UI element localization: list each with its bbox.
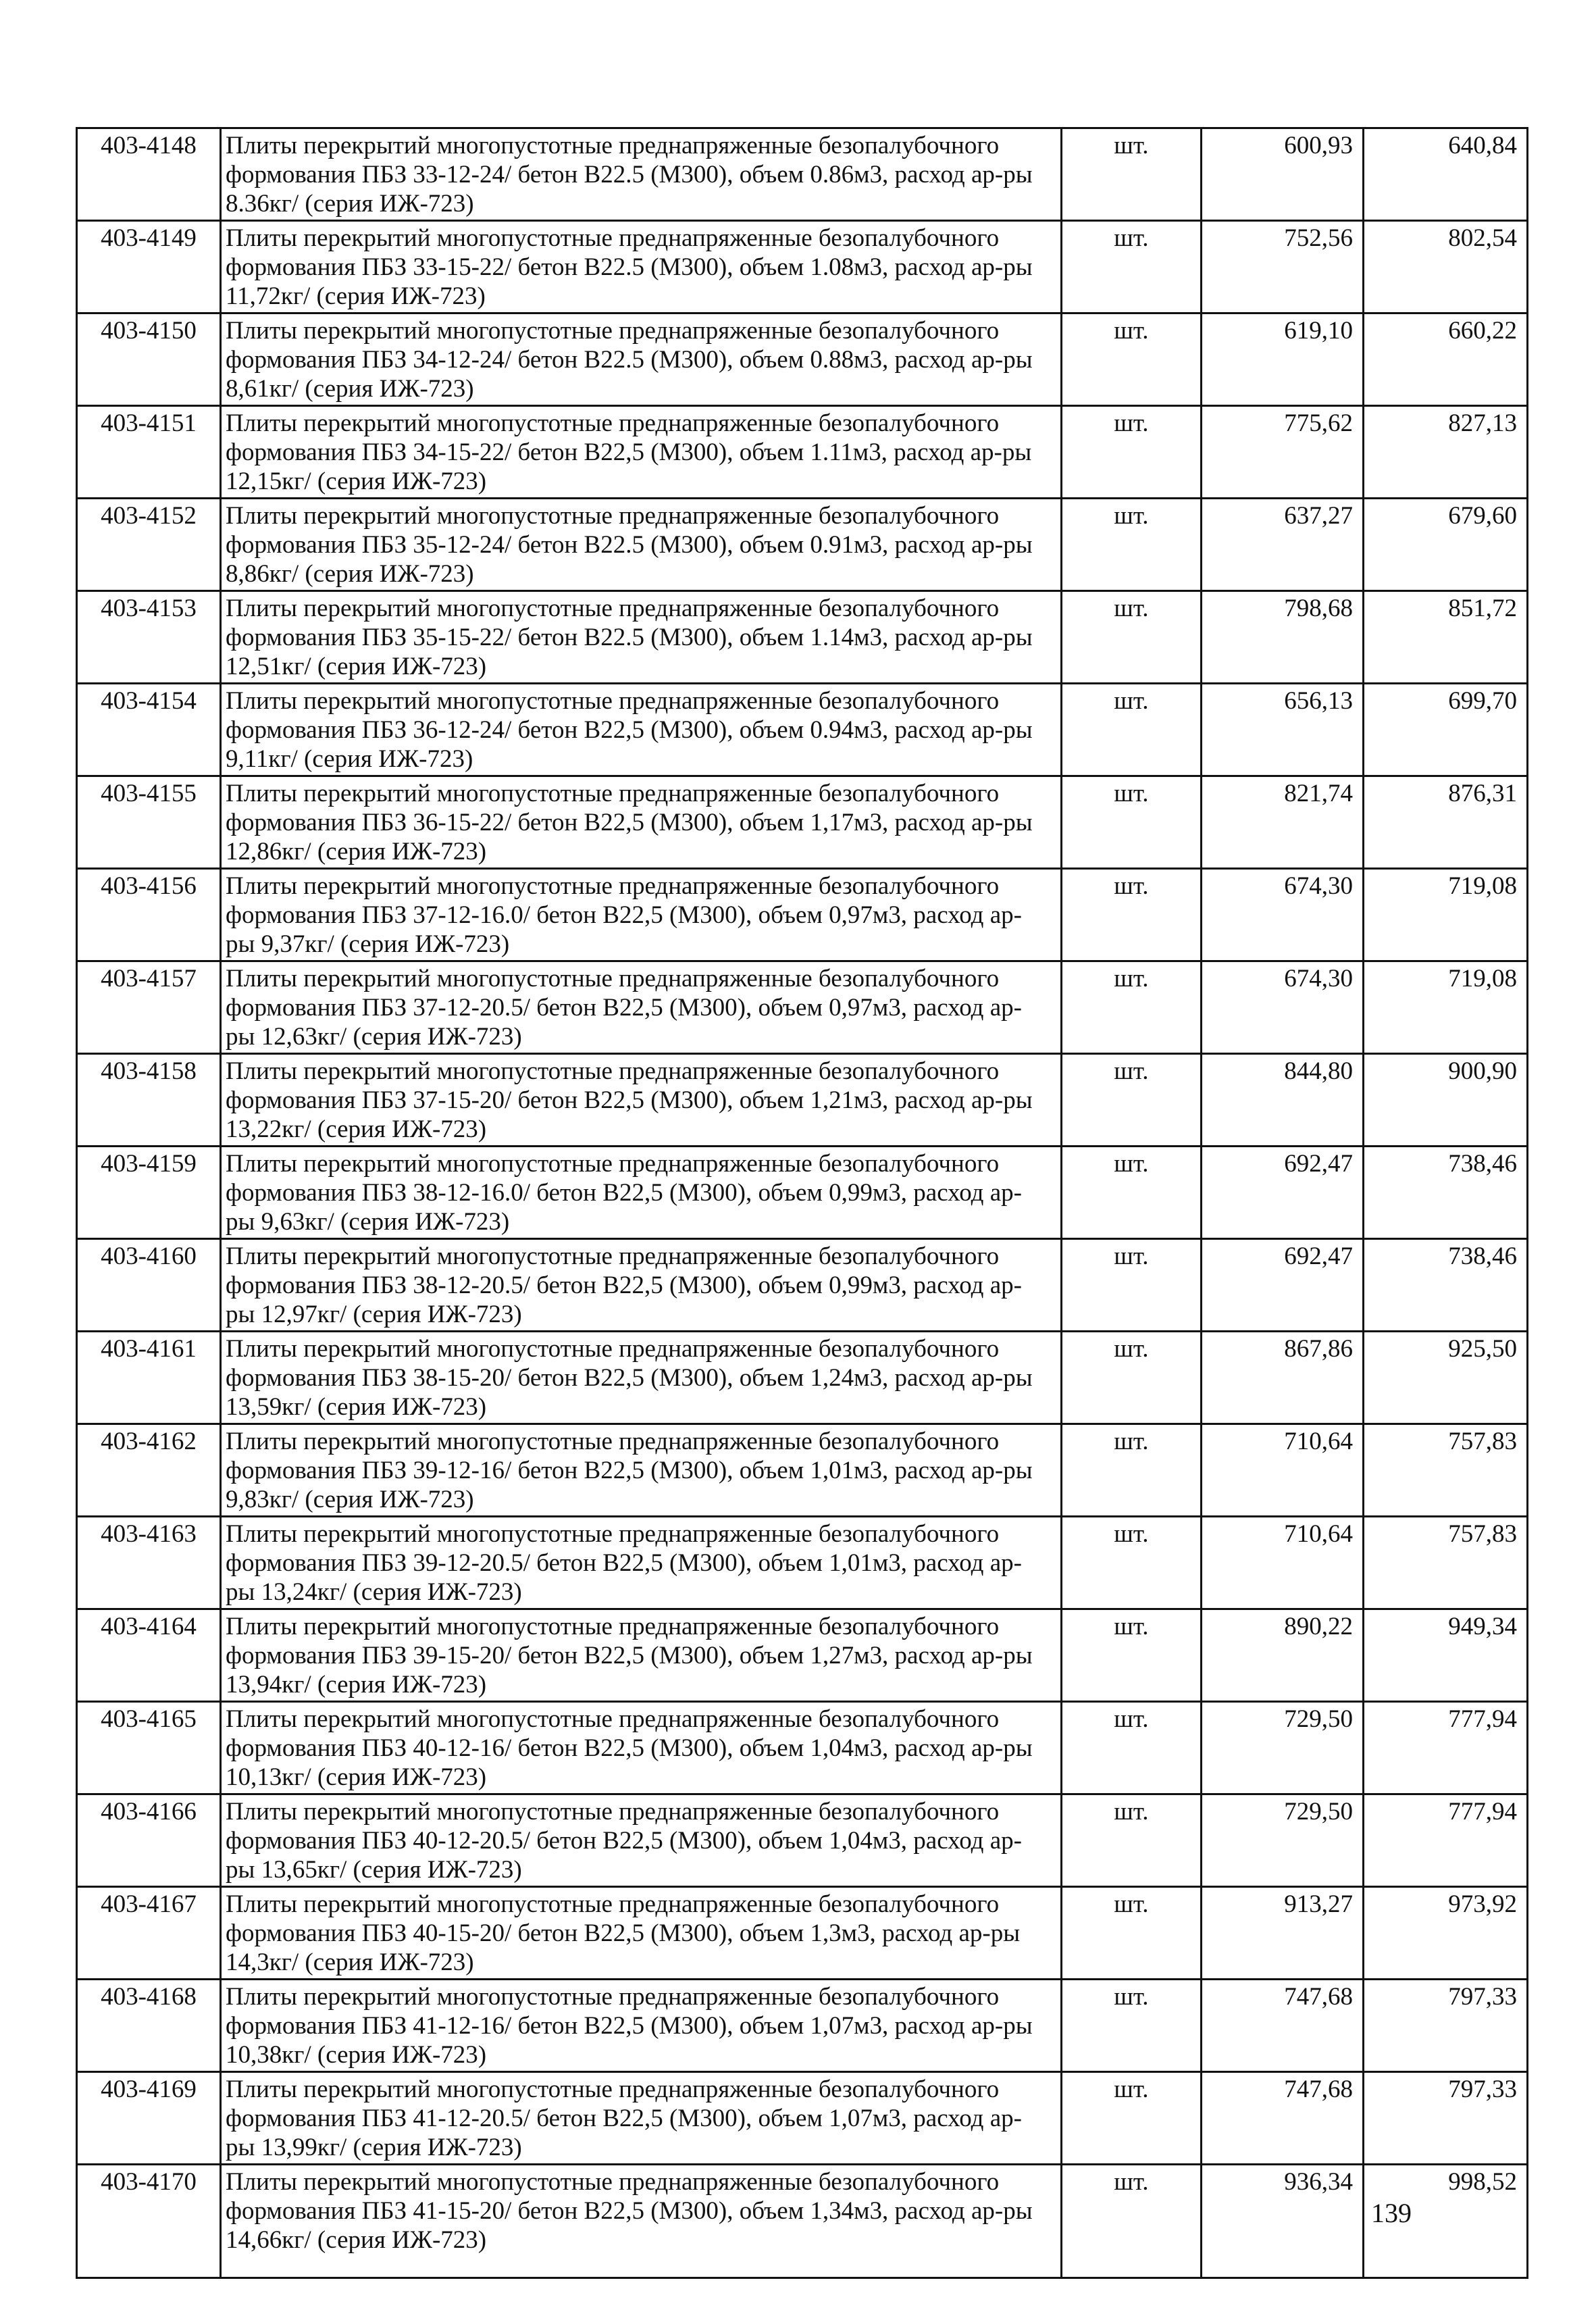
table-row	[77, 499, 1528, 591]
item-description: Плиты перекрытий многопустотные преднапряженные безопалубочного формования ПБЗ 39-12-16/ бетон B22,5 (M300), объем 1,01м3, расход ар-ры 9,83кг/ (серия ИЖ-723)	[221, 1424, 1062, 1517]
item-code: 403-4159	[77, 1147, 221, 1239]
item-description: Плиты перекрытий многопустотные преднапряженные безопалубочного формования ПБЗ 36-12-24/ бетон B22,5 (M300), объем 0.94м3, расход ар-ры 9,11кг/ (серия ИЖ-723)	[221, 684, 1062, 776]
item-description: Плиты перекрытий многопустотные преднапряженные безопалубочного формования ПБЗ 35-12-24/ бетон B22.5 (M300), объем 0.91м3, расход ар-ры 8,86кг/ (серия ИЖ-723)	[221, 499, 1062, 591]
item-description: Плиты перекрытий многопустотные преднапряженные безопалубочного формования ПБЗ 33-15-22/ бетон B22.5 (M300), объем 1.08м3, расход ар-ры 11,72кг/ (серия ИЖ-723)	[221, 221, 1062, 313]
item-unit: шт.	[1062, 1609, 1202, 1702]
item-description: Плиты перекрытий многопустотные преднапряженные безопалубочного формования ПБЗ 36-15-22/ бетон B22,5 (M300), объем 1,17м3, расход ар-ры 12,86кг/ (серия ИЖ-723)	[221, 776, 1062, 869]
item-price-2: 851,72	[1364, 591, 1528, 684]
item-unit: шт.	[1062, 1424, 1202, 1517]
table-row	[77, 776, 1528, 869]
item-price-2: 802,54	[1364, 221, 1528, 313]
item-code: 403-4164	[77, 1609, 221, 1702]
table-row	[77, 1517, 1528, 1609]
item-description: Плиты перекрытий многопустотные преднапряженные безопалубочного формования ПБЗ 34-15-22/ бетон B22,5 (M300), объем 1.11м3, расход ар-ры 12,15кг/ (серия ИЖ-723)	[221, 406, 1062, 499]
item-unit: шт.	[1062, 221, 1202, 313]
item-price-2: 757,83	[1364, 1517, 1528, 1609]
item-code: 403-4158	[77, 1054, 221, 1147]
table-row	[77, 1147, 1528, 1239]
item-price-2: 949,34	[1364, 1609, 1528, 1702]
table-row	[77, 1332, 1528, 1424]
item-code: 403-4150	[77, 313, 221, 406]
item-price-2: 738,46	[1364, 1147, 1528, 1239]
item-unit: шт.	[1062, 1887, 1202, 1980]
item-unit: шт.	[1062, 2072, 1202, 2165]
item-price-2: 998,52	[1364, 2165, 1528, 2278]
item-description: Плиты перекрытий многопустотные преднапряженные безопалубочного формования ПБЗ 41-12-16/ бетон B22,5 (M300), объем 1,07м3, расход ар-ры 10,38кг/ (серия ИЖ-723)	[221, 1980, 1062, 2072]
item-price-1: 674,30	[1202, 869, 1364, 961]
item-description: Плиты перекрытий многопустотные преднапряженные безопалубочного формования ПБЗ 39-12-20.5/ бетон B22,5 (M300), объем 1,01м3, расход ар-ры 13,24кг/ (серия ИЖ-723)	[221, 1517, 1062, 1609]
item-price-2: 900,90	[1364, 1054, 1528, 1147]
item-code: 403-4167	[77, 1887, 221, 1980]
item-unit: шт.	[1062, 1702, 1202, 1794]
item-unit: шт.	[1062, 591, 1202, 684]
item-description: Плиты перекрытий многопустотные преднапряженные безопалубочного формования ПБЗ 38-12-16.0/ бетон B22,5 (M300), объем 0,99м3, расход ар-ры 9,63кг/ (серия ИЖ-723)	[221, 1147, 1062, 1239]
item-price-1: 747,68	[1202, 1980, 1364, 2072]
item-code: 403-4165	[77, 1702, 221, 1794]
item-unit: шт.	[1062, 1239, 1202, 1332]
item-description: Плиты перекрытий многопустотные преднапряженные безопалубочного формования ПБЗ 37-12-20.5/ бетон B22,5 (M300), объем 0,97м3, расход ар-ры 12,63кг/ (серия ИЖ-723)	[221, 961, 1062, 1054]
item-unit: шт.	[1062, 128, 1202, 221]
table-body	[77, 128, 1528, 2278]
item-description: Плиты перекрытий многопустотные преднапряженные безопалубочного формования ПБЗ 41-12-20.5/ бетон B22,5 (M300), объем 1,07м3, расход ар-ры 13,99кг/ (серия ИЖ-723)	[221, 2072, 1062, 2165]
item-price-2: 738,46	[1364, 1239, 1528, 1332]
item-code: 403-4166	[77, 1794, 221, 1887]
table-row	[77, 406, 1528, 499]
table-row	[77, 869, 1528, 961]
table-row	[77, 128, 1528, 221]
table-row	[77, 1980, 1528, 2072]
item-description: Плиты перекрытий многопустотные преднапряженные безопалубочного формования ПБЗ 38-15-20/ бетон B22,5 (M300), объем 1,24м3, расход ар-ры 13,59кг/ (серия ИЖ-723)	[221, 1332, 1062, 1424]
item-price-2: 777,94	[1364, 1702, 1528, 1794]
item-price-2: 679,60	[1364, 499, 1528, 591]
item-unit: шт.	[1062, 1332, 1202, 1424]
item-unit: шт.	[1062, 1980, 1202, 2072]
item-unit: шт.	[1062, 499, 1202, 591]
item-price-2: 925,50	[1364, 1332, 1528, 1424]
item-code: 403-4163	[77, 1517, 221, 1609]
item-code: 403-4149	[77, 221, 221, 313]
table-row	[77, 1794, 1528, 1887]
item-price-1: 710,64	[1202, 1424, 1364, 1517]
item-price-1: 729,50	[1202, 1702, 1364, 1794]
item-price-2: 640,84	[1364, 128, 1528, 221]
item-code: 403-4168	[77, 1980, 221, 2072]
item-price-2: 719,08	[1364, 869, 1528, 961]
item-price-2: 757,83	[1364, 1424, 1528, 1517]
table-row	[77, 221, 1528, 313]
item-price-2: 797,33	[1364, 2072, 1528, 2165]
item-price-2: 777,94	[1364, 1794, 1528, 1887]
item-code: 403-4155	[77, 776, 221, 869]
item-price-2: 797,33	[1364, 1980, 1528, 2072]
table-row	[77, 961, 1528, 1054]
table-row	[77, 2165, 1528, 2278]
table-row	[77, 1054, 1528, 1147]
table-row	[77, 1609, 1528, 1702]
item-unit: шт.	[1062, 869, 1202, 961]
item-code: 403-4161	[77, 1332, 221, 1424]
item-code: 403-4156	[77, 869, 221, 961]
item-price-2: 699,70	[1364, 684, 1528, 776]
item-code: 403-4169	[77, 2072, 221, 2165]
item-code: 403-4170	[77, 2165, 221, 2278]
item-unit: шт.	[1062, 776, 1202, 869]
item-code: 403-4151	[77, 406, 221, 499]
item-price-2: 660,22	[1364, 313, 1528, 406]
table-row	[77, 1702, 1528, 1794]
item-price-1: 674,30	[1202, 961, 1364, 1054]
item-description: Плиты перекрытий многопустотные преднапряженные безопалубочного формования ПБЗ 37-12-16.0/ бетон B22,5 (M300), объем 0,97м3, расход ар-ры 9,37кг/ (серия ИЖ-723)	[221, 869, 1062, 961]
item-price-1: 619,10	[1202, 313, 1364, 406]
item-price-1: 747,68	[1202, 2072, 1364, 2165]
item-unit: шт.	[1062, 313, 1202, 406]
item-code: 403-4148	[77, 128, 221, 221]
item-price-2: 876,31	[1364, 776, 1528, 869]
item-description: Плиты перекрытий многопустотные преднапряженные безопалубочного формования ПБЗ 33-12-24/ бетон B22.5 (M300), объем 0.86м3, расход ар-ры 8.36кг/ (серия ИЖ-723)	[221, 128, 1062, 221]
item-description: Плиты перекрытий многопустотные преднапряженные безопалубочного формования ПБЗ 40-12-16/ бетон B22,5 (M300), объем 1,04м3, расход ар-ры 10,13кг/ (серия ИЖ-723)	[221, 1702, 1062, 1794]
item-description: Плиты перекрытий многопустотные преднапряженные безопалубочного формования ПБЗ 35-15-22/ бетон B22.5 (M300), объем 1.14м3, расход ар-ры 12,51кг/ (серия ИЖ-723)	[221, 591, 1062, 684]
item-price-1: 775,62	[1202, 406, 1364, 499]
item-unit: шт.	[1062, 1054, 1202, 1147]
item-price-1: 729,50	[1202, 1794, 1364, 1887]
table-row	[77, 2072, 1528, 2165]
table-row	[77, 1887, 1528, 1980]
item-description: Плиты перекрытий многопустотные преднапряженные безопалубочного формования ПБЗ 41-15-20/ бетон B22,5 (M300), объем 1,34м3, расход ар-ры 14,66кг/ (серия ИЖ-723)	[221, 2165, 1062, 2278]
item-price-1: 867,86	[1202, 1332, 1364, 1424]
item-code: 403-4160	[77, 1239, 221, 1332]
item-price-1: 798,68	[1202, 591, 1364, 684]
item-code: 403-4153	[77, 591, 221, 684]
item-price-1: 913,27	[1202, 1887, 1364, 1980]
item-code: 403-4152	[77, 499, 221, 591]
item-price-1: 600,93	[1202, 128, 1364, 221]
item-price-2: 973,92	[1364, 1887, 1528, 1980]
item-unit: шт.	[1062, 1147, 1202, 1239]
item-price-1: 710,64	[1202, 1517, 1364, 1609]
item-price-1: 637,27	[1202, 499, 1364, 591]
price-table	[76, 127, 1528, 2279]
item-code: 403-4157	[77, 961, 221, 1054]
item-unit: шт.	[1062, 684, 1202, 776]
item-description: Плиты перекрытий многопустотные преднапряженные безопалубочного формования ПБЗ 40-15-20/ бетон B22,5 (M300), объем 1,3м3, расход ар-ры 14,3кг/ (серия ИЖ-723)	[221, 1887, 1062, 1980]
table-row	[77, 1239, 1528, 1332]
item-price-1: 890,22	[1202, 1609, 1364, 1702]
item-description: Плиты перекрытий многопустотные преднапряженные безопалубочного формования ПБЗ 40-12-20.5/ бетон B22,5 (M300), объем 1,04м3, расход ар-ры 13,65кг/ (серия ИЖ-723)	[221, 1794, 1062, 1887]
table-row	[77, 313, 1528, 406]
item-unit: шт.	[1062, 961, 1202, 1054]
item-unit: шт.	[1062, 1794, 1202, 1887]
item-price-2: 719,08	[1364, 961, 1528, 1054]
table-row	[77, 684, 1528, 776]
item-price-1: 844,80	[1202, 1054, 1364, 1147]
item-price-1: 692,47	[1202, 1147, 1364, 1239]
item-price-2: 827,13	[1364, 406, 1528, 499]
item-unit: шт.	[1062, 2165, 1202, 2278]
item-unit: шт.	[1062, 406, 1202, 499]
table-row	[77, 591, 1528, 684]
item-price-1: 752,56	[1202, 221, 1364, 313]
item-code: 403-4154	[77, 684, 221, 776]
item-price-1: 821,74	[1202, 776, 1364, 869]
item-price-1: 656,13	[1202, 684, 1364, 776]
item-description: Плиты перекрытий многопустотные преднапряженные безопалубочного формования ПБЗ 37-15-20/ бетон B22,5 (M300), объем 1,21м3, расход ар-ры 13,22кг/ (серия ИЖ-723)	[221, 1054, 1062, 1147]
item-description: Плиты перекрытий многопустотные преднапряженные безопалубочного формования ПБЗ 39-15-20/ бетон B22,5 (M300), объем 1,27м3, расход ар-ры 13,94кг/ (серия ИЖ-723)	[221, 1609, 1062, 1702]
item-code: 403-4162	[77, 1424, 221, 1517]
item-description: Плиты перекрытий многопустотные преднапряженные безопалубочного формования ПБЗ 34-12-24/ бетон B22.5 (M300), объем 0.88м3, расход ар-ры 8,61кг/ (серия ИЖ-723)	[221, 313, 1062, 406]
page-number: 139	[1371, 2198, 1412, 2228]
item-description: Плиты перекрытий многопустотные преднапряженные безопалубочного формования ПБЗ 38-12-20.5/ бетон B22,5 (M300), объем 0,99м3, расход ар-ры 12,97кг/ (серия ИЖ-723)	[221, 1239, 1062, 1332]
item-price-1: 692,47	[1202, 1239, 1364, 1332]
table-row	[77, 1424, 1528, 1517]
item-unit: шт.	[1062, 1517, 1202, 1609]
item-price-1: 936,34	[1202, 2165, 1364, 2278]
